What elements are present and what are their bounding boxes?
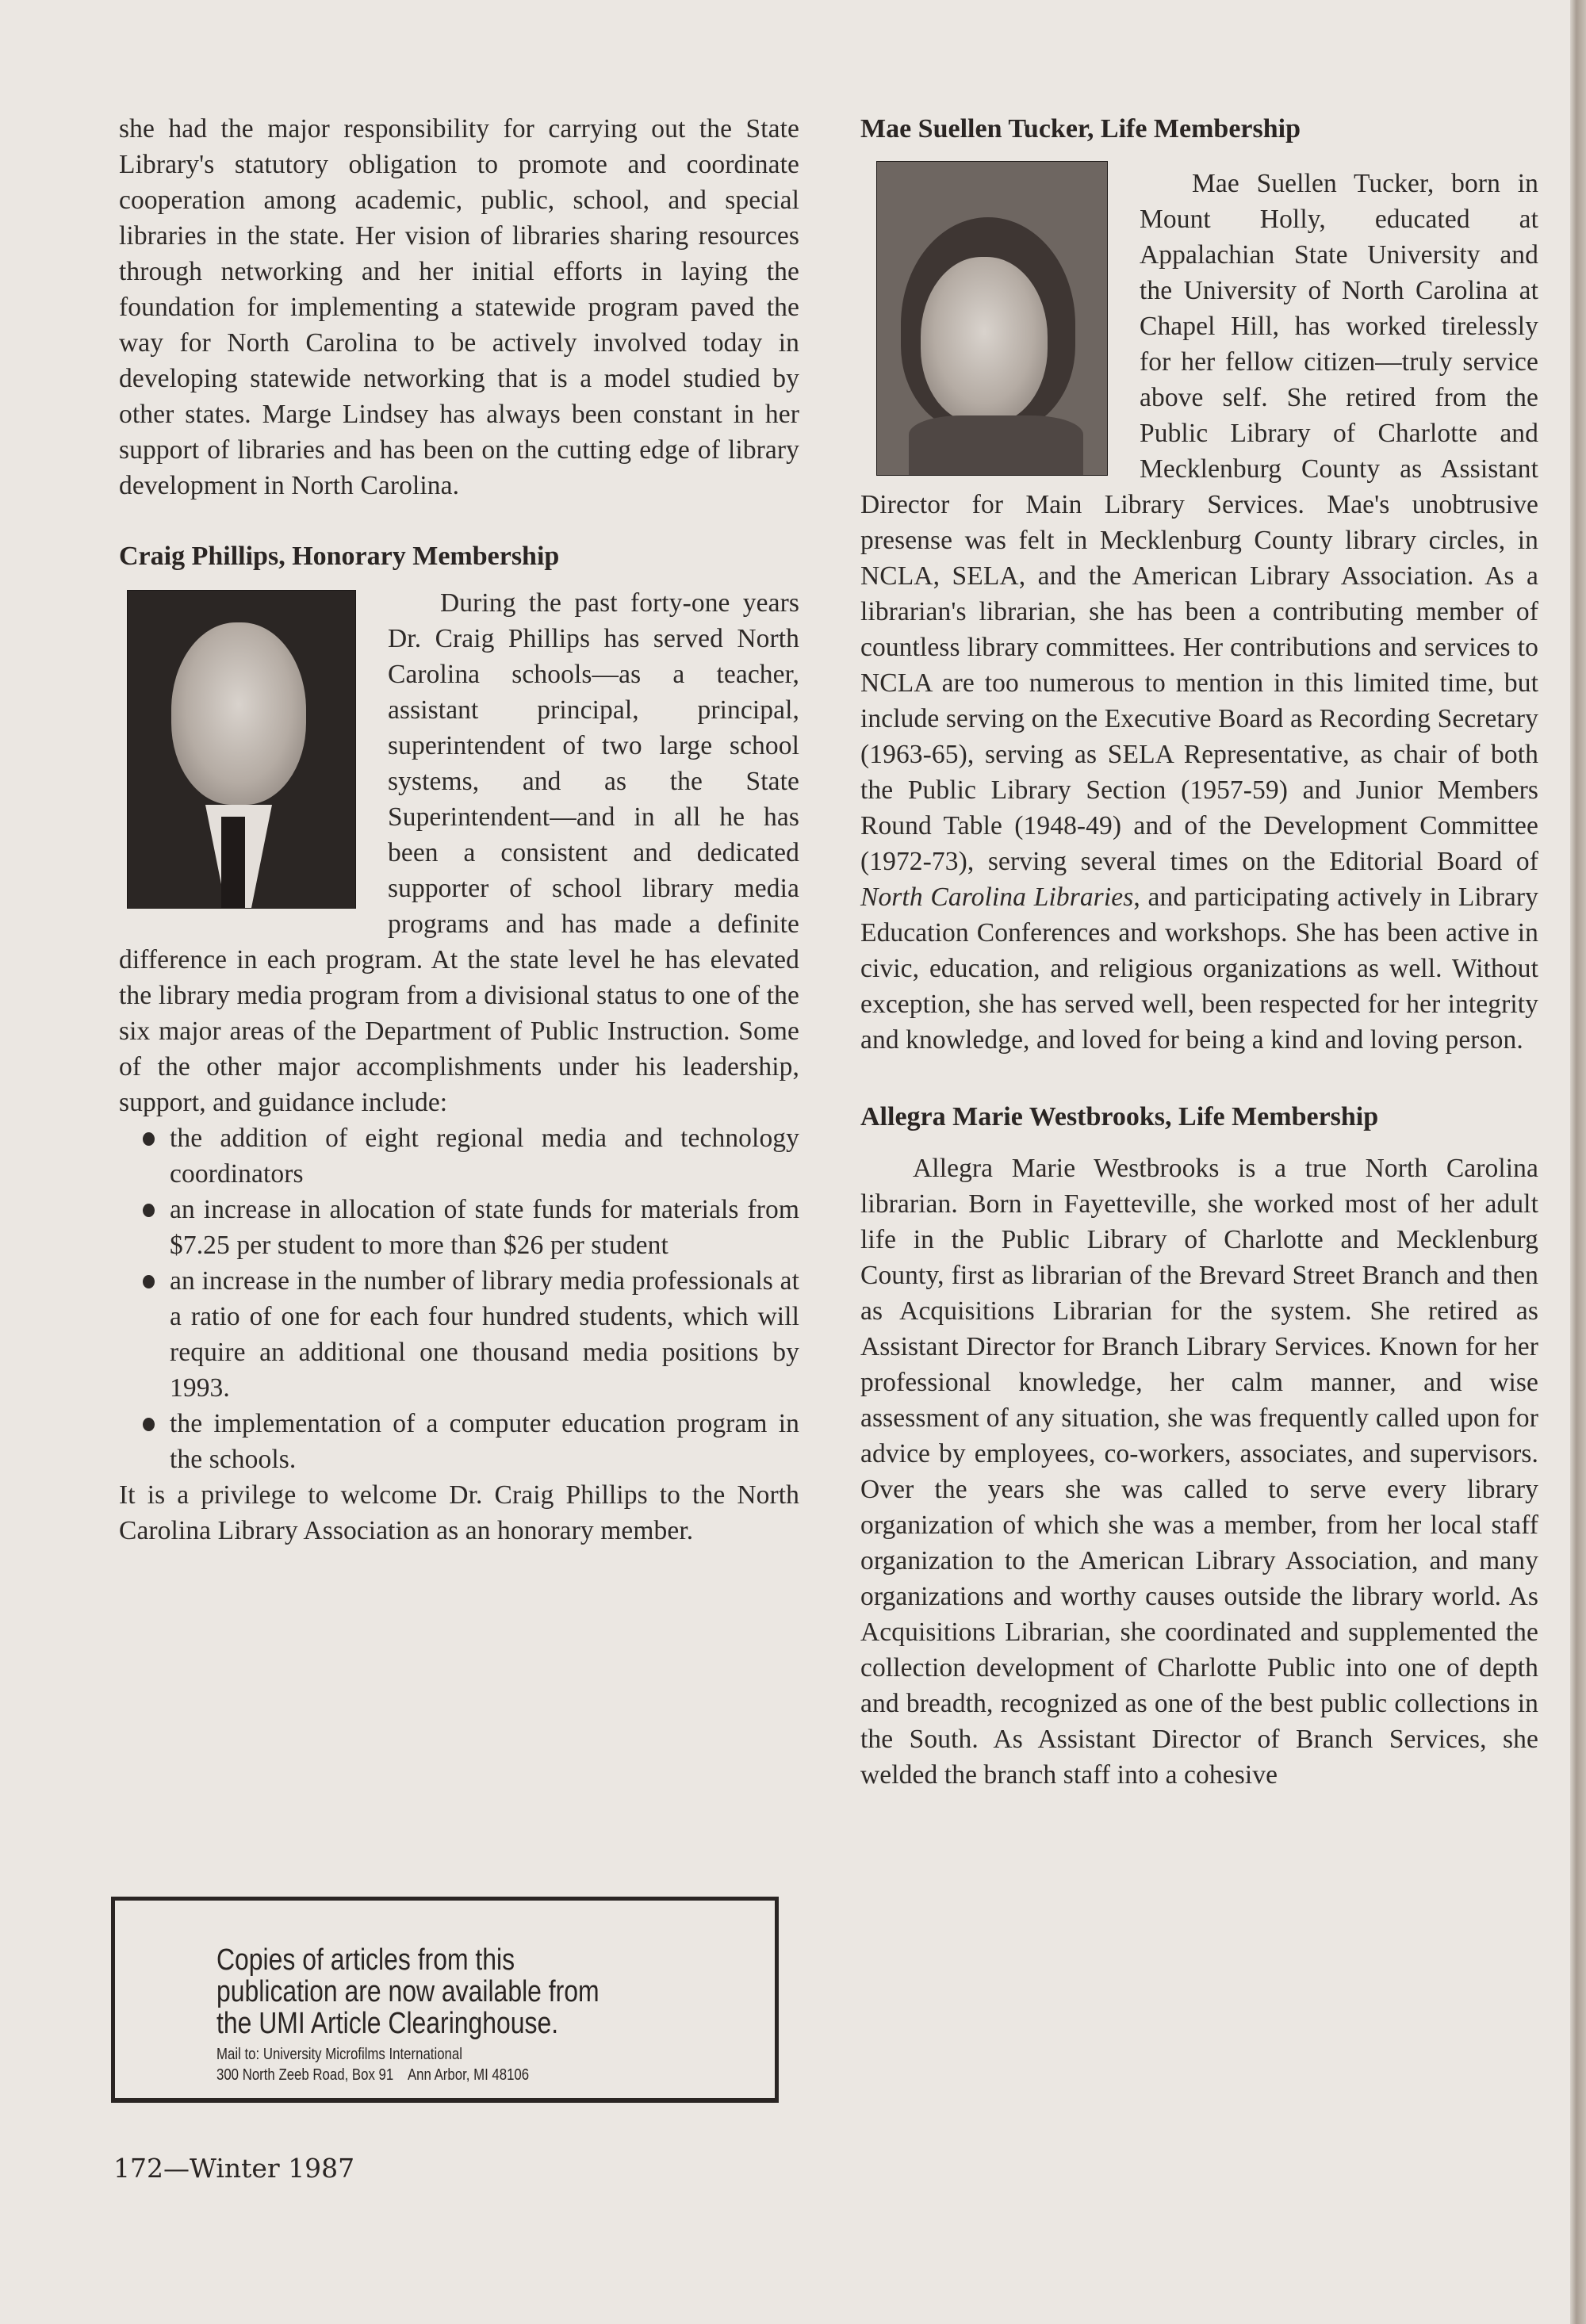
umi-headline [216,1944,683,2039]
phillips-accomplishments-list [119,1120,799,1477]
umi-mailing-info [216,2044,683,2085]
umi-address-line: 300 North Zeeb Road, Box 91 Ann Arbor, MI 48106 [216,2066,530,2084]
tucker-photo [876,161,1108,476]
tucker-section [860,147,1538,1058]
list-item: an increase in allocation of state funds for materials from $7.25 per student to more than $26 per student [119,1192,799,1263]
phillips-section [119,585,799,1549]
phillips-heading: Craig Phillips, Honorary Membership [119,542,560,571]
umi-headline-line: the UMI Article Clearinghouse. [216,2007,559,2040]
tucker-paragraph-text: Mae Suellen Tucker, born in Mount Holly, educated at Appalachian State University and the University of North Carolina at Chapel Hill, has worked tirelessly for her fellow citizen—truly service above self. She retired from the Public Library of Charlotte and Mecklenburg County as Assistant Director for Main Library Services. Mae's unobtrusive presense was felt in Mecklenburg County library circles, in NCLA, SELA, and the American Library Association. As a librarian's librarian, she has been a contributing member of countless library committees. Her contributions and services to NCLA are too numerous to mention in this limited time, but include serving on the Executive Board as Recording Secretary (1963-65), serving as SELA Representative, as chair of both the Public Library Section (1957-59) and Junior Members Round Table (1948-49) and of the Development Committee (1972-73), serving several times on the Editorial Board of [860,169,1538,876]
westbrooks-heading: Allegra Marie Westbrooks, Life Membership [860,1102,1379,1131]
umi-advertisement-box [111,1897,779,2103]
list-item: the implementation of a computer education program in the schools. [119,1406,799,1477]
page-binding-edge [1570,0,1586,2324]
photo-tie [221,817,245,909]
photo-collar [909,415,1083,476]
right-column [860,111,1538,1793]
phillips-closing-paragraph: It is a privilege to welcome Dr. Craig Phillips to the North Carolina Library Association as an honorary member. [119,1480,799,1545]
phillips-photo [127,590,356,909]
lindsey-continuation-paragraph: she had the major responsibility for carrying out the State Library's statutory obligation to promote and coordinate cooperation among academic, public, school, and special libraries in the state. Her vision of libraries sharing resources through networking and her initial efforts in laying the foundation for implementing a statewide program paved the way for North Carolina to be actively involved today in developing statewide networking that is a model studied by other states. Marge Lindsey has always been constant in her support of libraries and has been on the cutting edge of library development in North Carolina. [119,114,799,500]
umi-mail-line: Mail to: University Microfilms International [216,2046,462,2063]
list-item: the addition of eight regional media and technology coordinators [119,1120,799,1192]
westbrooks-paragraph: Allegra Marie Westbrooks is a true North Carolina librarian. Born in Fayetteville, she worked most of her adult life in the Public Library of Charlotte and Mecklenburg County, first as librarian of the Brevard Street Branch and then as Acquisitions Librarian for the system. She retired as Assistant Director for Branch Library Services. Known for her professional knowledge, her calm manner, and wise assessment of any situation, she was frequently called upon for advice by employees, co-workers, associates, and supervisors. Over the years she was called to serve every library organization of which she was a member, from her local staff organization to the American Library Association, and many organizations and worthy causes outside the library world. As Acquisitions Librarian, she coordinated and supplemented the collection development of Charlotte Public into one of depth and breadth, recognized as one of the best public collections in the South. As Assistant Director of Branch Services, she welded the branch staff into a cohesive [860,1154,1538,1790]
phillips-paragraph: During the past forty-one years Dr. Craig Phillips has served North Carolina schools—as a teacher, assistant principal, principal, superintendent of two large school systems, and as the State Superintendent—and in all he has been a consistent and dedicated supporter of school library media programs and has made a definite difference in each program. At the state level he has elevated the library media program from a divisional status to one of the six major areas of the Department of Public Instruction. Some of the other major accomplishments under his leadership, support, and guidance include: [119,588,799,1117]
tucker-heading: Mae Suellen Tucker, Life Membership [860,114,1301,144]
photo-face [921,257,1048,423]
umi-headline-line: Copies of articles from this [216,1943,515,1977]
tucker-paragraph-text: , and participating actively in Library Education Conferences and workshops. She has been active in civic, education, and religious organizations as well. Without exception, she has served well, been respected for her integrity and knowledge, and loved for being a kind and loving person. [860,883,1538,1055]
umi-headline-line: publication are now available from [216,1975,600,2008]
photo-face [171,622,306,805]
publication-title: North Carolina Libraries [860,883,1134,912]
page-footer: 172—Winter 1987 [113,2153,355,2184]
list-item: an increase in the number of library media professionals at a ratio of one for each four hundred students, which will require an additional one thousand media positions by 1993. [119,1263,799,1406]
left-column [119,111,799,1549]
